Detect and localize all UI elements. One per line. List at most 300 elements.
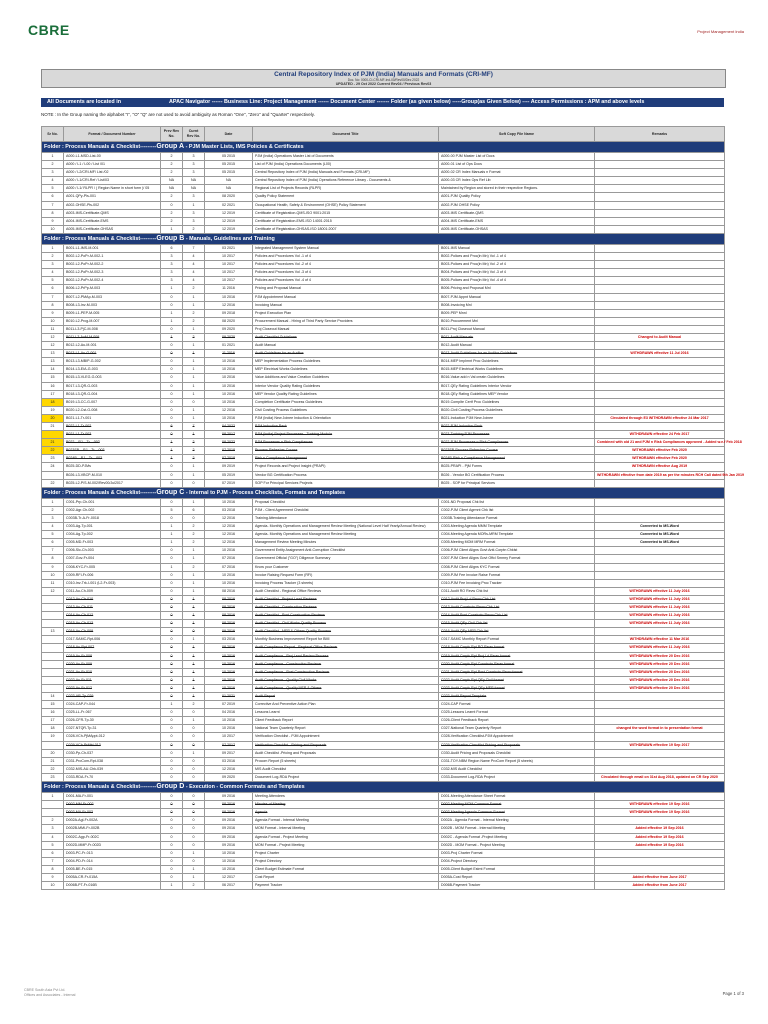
curnt-rev: 1 xyxy=(183,358,205,366)
curnt-rev: NA xyxy=(183,177,205,185)
soft-copy-name: B007-PJM Appnt Manual xyxy=(439,293,595,301)
format-number: C016-Au-Ch-009 xyxy=(64,628,161,636)
col-prev-rev: Prev Rev No. xyxy=(161,127,183,142)
sr-no: 19 xyxy=(42,406,64,414)
date: 10 2016 xyxy=(205,398,253,406)
sr-no: 3 xyxy=(42,825,64,833)
document-title: Audit Compliance - Post Construction Reviews xyxy=(253,668,439,676)
table-row xyxy=(42,612,725,620)
soft-copy-name: A003-IMS Certificate-QMS xyxy=(439,209,595,217)
remarks: WITHDRAWN effective 19 Sep 2016 xyxy=(595,801,725,809)
soft-copy-name: C018-Audit Cmplc Rpt RO Revw format xyxy=(439,644,595,652)
curnt-rev: 1 xyxy=(183,555,205,563)
table-row xyxy=(42,333,725,341)
sr-no: 10 xyxy=(42,225,64,233)
sr-no xyxy=(42,471,64,479)
date: 05 2019 xyxy=(205,471,253,479)
remarks xyxy=(595,301,725,309)
cbre-logo: CBRE xyxy=(28,22,70,38)
date: 03 2018 xyxy=(205,506,253,514)
table-row xyxy=(42,773,725,781)
format-number: A000-L1-MSD-List-00 xyxy=(64,153,161,161)
date: 07 2018 xyxy=(205,455,253,463)
remarks: WITHDRAWN effective 24 Feb 2017 xyxy=(595,431,725,439)
document-title: PJM (India) Operations Master List of Documents xyxy=(253,153,439,161)
table-row xyxy=(42,309,725,317)
prev-rev: 0 xyxy=(161,390,183,398)
document-title: Audit Compliance - Construction Reviews xyxy=(253,660,439,668)
col-date: Date xyxy=(205,127,253,142)
curnt-rev: 1 xyxy=(183,201,205,209)
sr-no: 13 xyxy=(42,350,64,358)
format-number: B012-L2-Au-M-001 xyxy=(64,342,161,350)
date: 12 2019 xyxy=(205,225,253,233)
soft-copy-name: B020-Civil Costing Process Guidelines xyxy=(439,406,595,414)
format-number: C029-VCh-PrMtd-013 xyxy=(64,741,161,749)
sr-no xyxy=(42,676,64,684)
prev-rev: 0 xyxy=(161,350,183,358)
soft-copy-name: B017-QEy Rating Guidelines Interior Vendor xyxy=(439,382,595,390)
document-title: Audit Checklist - Post Construction Reviews xyxy=(253,612,439,620)
remarks xyxy=(595,547,725,555)
format-number: D005A-CR-Fr-015A xyxy=(64,873,161,881)
soft-copy-name: C023-Audit Report Template xyxy=(439,693,595,701)
date: 08 2016 xyxy=(205,809,253,817)
format-number: B002-L2-PoPr-M-002-1 xyxy=(64,253,161,261)
soft-copy-name: D005-Client Budget Estmt Format xyxy=(439,865,595,873)
document-title: Agenda- Monthly Operations and Management Review Meeting xyxy=(253,531,439,539)
curnt-rev: 0 xyxy=(183,757,205,765)
curnt-rev: 2 xyxy=(183,225,205,233)
remarks: WITHDRAWN effective Aug 2019 xyxy=(595,463,725,471)
prev-rev: 0 xyxy=(161,717,183,725)
prev-rev: 1 xyxy=(161,523,183,531)
curnt-rev: 1 xyxy=(183,612,205,620)
sr-no xyxy=(42,644,64,652)
curnt-rev: 1 xyxy=(183,587,205,595)
curnt-rev: 2 xyxy=(183,455,205,463)
group-header-text xyxy=(42,782,725,793)
remarks: Circulated through email on 31st Aug 2018, updated on CR Sep 2020 xyxy=(595,773,725,781)
sr-no: 22 xyxy=(42,765,64,773)
prev-rev: 0 xyxy=(161,382,183,390)
prev-rev: 0 xyxy=(161,612,183,620)
date: 08 2016 xyxy=(205,595,253,603)
format-number: B021-L1-Tr-003 xyxy=(64,431,161,439)
sr-no: 4 xyxy=(42,523,64,531)
remarks: WITHDRAWN effective 11 July 2016 xyxy=(595,587,725,595)
soft-copy-name: B011-Proj Closeout Manual xyxy=(439,325,595,333)
table-row xyxy=(42,539,725,547)
soft-copy-name: A000-00 PJM Master List of Docs xyxy=(439,153,595,161)
table-row xyxy=(42,873,725,881)
group-label: Group C xyxy=(156,488,185,496)
soft-copy-name: C022-Audit Cmplc Rpt QEy Civil format xyxy=(439,676,595,684)
curnt-rev: 1 xyxy=(183,579,205,587)
prev-rev: 0 xyxy=(161,693,183,701)
remarks: WITHDRAWN effective 11 July 2016 xyxy=(595,620,725,628)
page-number: Page 1 of 3 xyxy=(722,991,744,996)
sr-no: 12 xyxy=(42,587,64,595)
soft-copy-name: C031-TOY-NBM Region Name ProCom Report (5 sheets) xyxy=(439,757,595,765)
format-number: C010-Inv-Trk-I-001 (L2-Fr-003) xyxy=(64,579,161,587)
table-row xyxy=(42,849,725,857)
soft-copy-name: C007-PJM Client Aligns Govt Offcl Smmry Format xyxy=(439,555,595,563)
table-row xyxy=(42,390,725,398)
remarks xyxy=(595,317,725,325)
format-number: C015-Au-Ch-013 xyxy=(64,620,161,628)
sr-no: 14 xyxy=(42,366,64,374)
sr-no: 6 xyxy=(42,285,64,293)
format-number: D002A-Agl-Fr-002A xyxy=(64,817,161,825)
document-title: Certificate of Registration-QMS-ISO 9001:2015 xyxy=(253,209,439,217)
sr-no: 10 xyxy=(42,317,64,325)
date: 10 2017 xyxy=(205,253,253,261)
format-number: B021-L1-Tr-001 xyxy=(64,414,161,422)
curnt-rev: 2 xyxy=(183,563,205,571)
sr-no: 13 xyxy=(42,628,64,636)
format-number: D002D-MMP-Fr-002D xyxy=(64,841,161,849)
sr-no: 7 xyxy=(42,857,64,865)
remarks: Added effective from June 2017 xyxy=(595,873,725,881)
table-row xyxy=(42,757,725,765)
remarks xyxy=(595,382,725,390)
prev-rev: 0 xyxy=(161,773,183,781)
remarks xyxy=(595,865,725,873)
remarks xyxy=(595,309,725,317)
soft-copy-name: B004-Polices and Proc(in Mn) Vol -3 of 4 xyxy=(439,269,595,277)
document-title: Interior Vendor Quality Rating Guidelines xyxy=(253,382,439,390)
group-header-text xyxy=(42,487,725,498)
soft-copy-name: C032-MIS Audit Checklist xyxy=(439,765,595,773)
format-number: B017-L3-QR-G-003 xyxy=(64,382,161,390)
format-number: B010-L2-Prcg-M-007 xyxy=(64,317,161,325)
prev-rev: 0 xyxy=(161,757,183,765)
curnt-rev: 1 xyxy=(183,603,205,611)
soft-copy-name: B012-Audit Manual xyxy=(439,342,595,350)
soft-copy-name: C014-Audit Post Constrctn Revw Chk List xyxy=(439,612,595,620)
document-main-title: Central Repository Index of PJM (India) Manuals and Formats (CRI-MF) xyxy=(274,71,493,78)
remarks: WITHDRAWN effective 11 July 2016 xyxy=(595,612,725,620)
sr-no: 1 xyxy=(42,498,64,506)
remarks xyxy=(595,849,725,857)
curnt-rev: 2 xyxy=(183,447,205,455)
prev-rev: 2 xyxy=(161,209,183,217)
table-row xyxy=(42,209,725,217)
table-row xyxy=(42,571,725,579)
date: 09 2020 xyxy=(205,325,253,333)
format-number: C033-RDA-Fr-70 xyxy=(64,773,161,781)
sr-no xyxy=(42,684,64,692)
group-label: Group D xyxy=(156,783,185,791)
remarks xyxy=(595,765,725,773)
sr-no: 7 xyxy=(42,547,64,555)
curnt-rev: 0 xyxy=(183,801,205,809)
format-number: A003-IMS-Certificate-QMS xyxy=(64,209,161,217)
curnt-rev: 1 xyxy=(183,350,205,358)
soft-copy-name: A001-PJM Quality Policy xyxy=(439,193,595,201)
table-row xyxy=(42,201,725,209)
format-number: C025-LL-Fr-067 xyxy=(64,709,161,717)
remarks xyxy=(595,209,725,217)
curnt-rev: 1 xyxy=(183,644,205,652)
curnt-rev: 1 xyxy=(183,366,205,374)
document-title: Proj Closeout Manual xyxy=(253,325,439,333)
format-number: B008-L3-Inv-M-003 xyxy=(64,301,161,309)
curnt-rev: 0 xyxy=(183,793,205,801)
soft-copy-name: B005-Polices and Proc(in Mn) Vol -4 of 4 xyxy=(439,277,595,285)
remarks xyxy=(595,390,725,398)
soft-copy-name: C023-Audit Cmplc Rpt QEy MEP format xyxy=(439,684,595,692)
curnt-rev: 0 xyxy=(183,479,205,487)
table-row xyxy=(42,725,725,733)
format-number: A005-IMS-Certificate-OHSAS xyxy=(64,225,161,233)
table-row xyxy=(42,471,725,479)
format-number: C030-Pp-Ch-037 xyxy=(64,749,161,757)
sr-no: 6 xyxy=(42,849,64,857)
soft-copy-name: B014-MEP Implmnt Proc Guidelines xyxy=(439,358,595,366)
soft-copy-name: B023-Training PJM Processes xyxy=(439,431,595,439)
format-number: C022-Au-Fr-011 xyxy=(64,676,161,684)
soft-copy-name: A000-02 CR Index Manuals n Format xyxy=(439,169,595,177)
table-row xyxy=(42,225,725,233)
prev-rev: 1 xyxy=(161,531,183,539)
remarks xyxy=(595,374,725,382)
soft-copy-name: D004-Project Directory xyxy=(439,857,595,865)
date: 01 2021 xyxy=(205,342,253,350)
sr-no: 6 xyxy=(42,539,64,547)
table-row xyxy=(42,423,725,431)
format-number: D002B-MMI-Fr-002B xyxy=(64,825,161,833)
remarks xyxy=(595,817,725,825)
prev-rev: 0 xyxy=(161,660,183,668)
document-title: Audit Checklist - Civil Works Quality Process xyxy=(253,620,439,628)
table-row xyxy=(42,463,725,471)
document-title: Audit Compliance - Proj Lead Review Process xyxy=(253,652,439,660)
curnt-rev: 1 xyxy=(183,684,205,692)
format-number: B023SB – PJ – Tr – 003 xyxy=(64,447,161,455)
format-number: B002-L2-PoPr-M-002-2 xyxy=(64,261,161,269)
document-title: Policies and Procedures Vol -4 of 4 xyxy=(253,277,439,285)
soft-copy-name: C024-CAP Format xyxy=(439,701,595,709)
remarks: WITHDRAWN effective 19 Sep 2016 xyxy=(595,809,725,817)
date: NA xyxy=(205,177,253,185)
date: 02 2021 xyxy=(205,201,253,209)
curnt-rev: 4 xyxy=(183,277,205,285)
date: 10 2016 xyxy=(205,717,253,725)
format-number: B002-L2-PoPr-M-002-3 xyxy=(64,269,161,277)
prev-rev: 1 xyxy=(161,333,183,341)
group-folder-prefix: Folder : Process Manuals & Checklist--------- xyxy=(44,489,157,496)
document-title: List of PJM (India) Operations Documents (L00) xyxy=(253,161,439,169)
curnt-rev: 1 xyxy=(183,571,205,579)
prev-rev: 1 xyxy=(161,285,183,293)
prev-rev: 0 xyxy=(161,668,183,676)
curnt-rev: 1 xyxy=(183,620,205,628)
soft-copy-name: C015-Audit QEy Civil Chk list xyxy=(439,620,595,628)
remarks xyxy=(595,749,725,757)
document-title: Client Budget Estimate Format xyxy=(253,865,439,873)
table-row xyxy=(42,161,725,169)
remarks xyxy=(595,793,725,801)
table-row xyxy=(42,652,725,660)
curnt-rev: 1 xyxy=(183,547,205,555)
soft-copy-name: D006B-Payment Tracker xyxy=(439,882,595,890)
sr-no: 9 xyxy=(42,217,64,225)
document-title: Project Directory xyxy=(253,857,439,865)
group-folder-prefix: Folder : Process Manuals & Checklist--------- xyxy=(44,235,157,242)
prev-rev: 0 xyxy=(161,498,183,506)
format-number: B013-L1-Au-G-001 xyxy=(64,350,161,358)
document-title: MOM Format - Internal Meeting xyxy=(253,825,439,833)
document-title: PJM (India) Project Processes - Training Module xyxy=(253,431,439,439)
table-row xyxy=(42,439,725,447)
table-row xyxy=(42,506,725,514)
format-number: C031-ProCom-Rpt-038 xyxy=(64,757,161,765)
date: 08 2022 xyxy=(205,439,253,447)
date: 08 2020 xyxy=(205,193,253,201)
soft-copy-name: A004-IMS Certificate-EMS xyxy=(439,217,595,225)
date: 12 2016 xyxy=(205,301,253,309)
group-folder-prefix: Folder : Process Manuals & Checklist--------- xyxy=(44,784,157,791)
remarks: Converted to MS-Word xyxy=(595,531,725,539)
sr-no: 8 xyxy=(42,865,64,873)
curnt-rev: 2 xyxy=(183,531,205,539)
prev-rev: 0 xyxy=(161,342,183,350)
prev-rev: 0 xyxy=(161,801,183,809)
prev-rev: 1 xyxy=(161,447,183,455)
sr-no: 13 xyxy=(42,358,64,366)
format-number: C003-Ag-Tp-001 xyxy=(64,523,161,531)
date: 10 2016 xyxy=(205,668,253,676)
table-row xyxy=(42,857,725,865)
date: 08 2016 xyxy=(205,644,253,652)
document-title: Audit Checklist - Regional Office Reviews xyxy=(253,587,439,595)
sr-no: 3 xyxy=(42,514,64,522)
date: 10 2016 xyxy=(205,374,253,382)
soft-copy-name: C008-PJM Client Aligns KYC Format xyxy=(439,563,595,571)
format-number: B025-L2-P/S-M-002/Rev00/Jul2017 xyxy=(64,479,161,487)
col-format-number: Format / Document Number xyxy=(64,127,161,142)
sr-no: 12 xyxy=(42,342,64,350)
document-title: Pricing and Proposal Manual xyxy=(253,285,439,293)
remarks xyxy=(595,701,725,709)
remarks: WITHDRAWN effective 20 Dec 2016 xyxy=(595,652,725,660)
curnt-rev: 1 xyxy=(183,325,205,333)
prev-rev: 3 xyxy=(161,269,183,277)
format-number: C028-VCh-PjMAppt-012 xyxy=(64,733,161,741)
group-header-d xyxy=(42,782,725,793)
prev-rev: 0 xyxy=(161,431,183,439)
curnt-rev: 0 xyxy=(183,733,205,741)
table-row xyxy=(42,620,725,628)
date: 12 2016 xyxy=(205,539,253,547)
date: 09 2018 xyxy=(205,309,253,317)
prev-rev: 1 xyxy=(161,439,183,447)
curnt-rev: 1 xyxy=(183,749,205,757)
title-block xyxy=(41,69,726,88)
prev-rev: 0 xyxy=(161,652,183,660)
date: 10 2016 xyxy=(205,849,253,857)
sr-no: 3 xyxy=(42,261,64,269)
date: 03 2016 xyxy=(205,636,253,644)
remarks xyxy=(595,225,725,233)
document-title: Agenda Format - Internal Meeting xyxy=(253,817,439,825)
document-title: Procom Report (5 sheets) xyxy=(253,757,439,765)
table-row xyxy=(42,382,725,390)
sr-no: 2 xyxy=(42,161,64,169)
sr-no: 12 xyxy=(42,333,64,341)
remarks: Added effective 19 Sep 2016 xyxy=(595,833,725,841)
prev-rev: 3 xyxy=(161,277,183,285)
date: 10 2016 xyxy=(205,390,253,398)
sr-no: 20 xyxy=(42,414,64,422)
curnt-rev: 0 xyxy=(183,628,205,636)
curnt-rev: 1 xyxy=(183,676,205,684)
curnt-rev: 1 xyxy=(183,471,205,479)
prev-rev: 1 xyxy=(161,563,183,571)
document-title: PJM Appointment Manual xyxy=(253,293,439,301)
table-row xyxy=(42,366,725,374)
remarks: Combined with old 21 and PJM n Risk Compliances approved - Added w.e.f Feb 2018 xyxy=(595,439,725,447)
table-row xyxy=(42,447,725,455)
group-header-text xyxy=(42,233,725,244)
soft-copy-name: C025-Lessons Learnt Format xyxy=(439,709,595,717)
date: 07 2019 xyxy=(205,479,253,487)
prev-rev: 0 xyxy=(161,479,183,487)
document-index-table xyxy=(41,126,744,890)
prev-rev: 0 xyxy=(161,514,183,522)
soft-copy-name: D002C - Agenda Format -Project Meeting xyxy=(439,833,595,841)
remarks: WITHDRAWN effective 11 July 2016 xyxy=(595,603,725,611)
date: 03 2021 xyxy=(205,244,253,252)
soft-copy-name: B026 - Vendor BG Certification Process xyxy=(439,471,595,479)
format-number: D003-MA-Fr-003 xyxy=(64,809,161,817)
prev-rev: NA xyxy=(161,185,183,193)
soft-copy-name: D002-Meeting MOM Common Format xyxy=(439,801,595,809)
group-header-text xyxy=(42,142,725,153)
document-title: Verification Checklist - Pricing and Proposals xyxy=(253,741,439,749)
prev-rev: 2 xyxy=(161,153,183,161)
date: 12 2016 xyxy=(205,514,253,522)
curnt-rev: 3 xyxy=(183,209,205,217)
date: 10 2016 xyxy=(205,857,253,865)
format-number: B020-L2-Cst-G-008 xyxy=(64,406,161,414)
curnt-rev: 3 xyxy=(183,169,205,177)
prev-rev: 0 xyxy=(161,293,183,301)
table-row xyxy=(42,431,725,439)
format-number: C006-Slc-Ch-003 xyxy=(64,547,161,555)
table-row xyxy=(42,741,725,749)
format-number: C027-NTQR-Tp-31 xyxy=(64,725,161,733)
table-row xyxy=(42,374,725,382)
header-right-text: Project Management India xyxy=(697,29,744,34)
document-title: Integrated Management System Manual xyxy=(253,244,439,252)
document-title: SOP For Principal Services Projects xyxy=(253,479,439,487)
soft-copy-name: C012-Audit Proj Ld Revw Chk List xyxy=(439,595,595,603)
curnt-rev: 0 xyxy=(183,514,205,522)
updated-line: UPDATED - 29 Oct 2022 Current Rev04 / Previous Rev03 xyxy=(335,82,432,86)
table-row xyxy=(42,277,725,285)
prev-rev: 1 xyxy=(161,882,183,890)
curnt-rev: 1 xyxy=(183,414,205,422)
table-row xyxy=(42,350,725,358)
remarks: WITHDRAWN effective 20 Dec 2016 xyxy=(595,660,725,668)
document-title: Proposal Checklist xyxy=(253,498,439,506)
sr-no: 5 xyxy=(42,277,64,285)
group-header-a xyxy=(42,142,725,153)
col-remarks: Remarks xyxy=(595,127,725,142)
